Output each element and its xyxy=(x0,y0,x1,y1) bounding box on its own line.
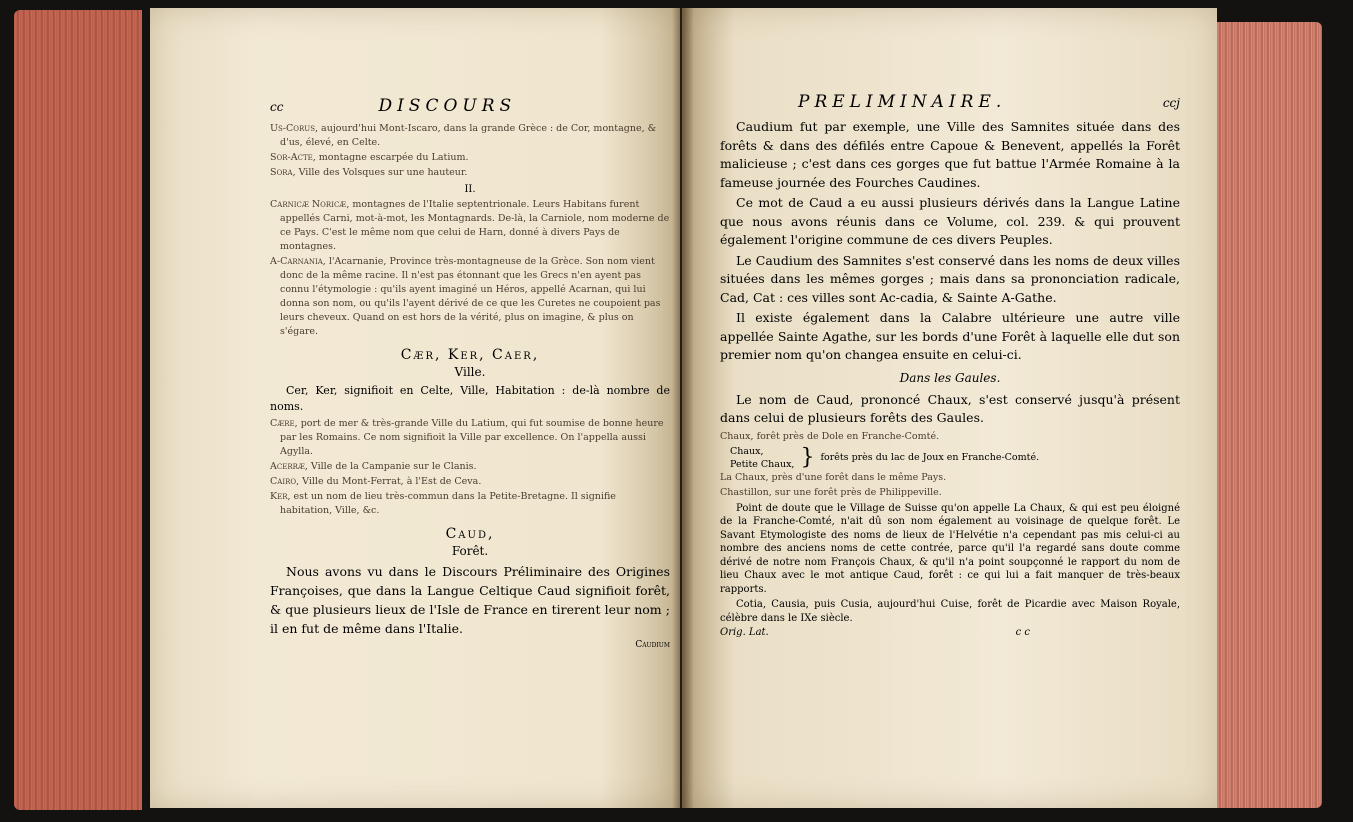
list-item: Us-Corus, aujourd'hui Mont-Iscaro, dans la grande Grèce : de Cor, montagne, & d'us, élevé, en Celte. xyxy=(270,123,657,148)
list-item: Sora, Ville des Volsques sur une hauteur. xyxy=(270,167,468,178)
paragraph-caudium: Caudium fut par exemple, une Ville des Samnites située dans des forêts & dans des défilés entre Capoue & Benevent, appellés la Forêt malicieuse ; c'est dans ces gorges que fut battue l'Armée Romaine à la fameuse journée des Fourches Caudines. xyxy=(720,119,1180,190)
list-item: Acerræ, Ville de la Campanie sur le Clanis. xyxy=(270,461,477,472)
right-running-head: PRELIMINAIRE. xyxy=(798,92,1007,112)
left-header xyxy=(270,96,670,116)
paragraph-caud-derives: Ce mot de Caud a eu aussi plusieurs dérivés dans la Langue Latine que nous avons réunis dans ce Volume, col. 239. & qui prouvent également l'origine commune de ces divers Peuples. xyxy=(720,195,1180,247)
list-item: Sor-Acte, montagne escarpée du Latium. xyxy=(270,152,469,163)
list-item: A-Carnania, l'Acarnanie, Province très-montagneuse de la Grèce. Son nom vient donc de la même racine. Il n'est pas étonnant que les Grecs n'en ayent pas connu l'étymologie : qu'ils ayent imaginé un Héros, appellé Acarnan, qui lui donna son nom, ou qu'ils l'ayent dérivé de ce que les Curetes ne coupoient pas leurs cheveux. Quand on est hors de la vérité, plus on imagine, & plus on s'égare. xyxy=(270,256,661,337)
entry-chastillon: Chastillon, sur une forêt près de Philippeville. xyxy=(720,486,942,498)
brace-name: Chaux, xyxy=(730,445,764,457)
subheading-gaules: Dans les Gaules. xyxy=(899,370,1001,385)
paragraph-cotia: Cotia, Causia, puis Cusia, aujourd'hui Cuise, forêt de Picardie avec Maison Royale, célèbre dans le IXe siècle. xyxy=(720,599,1180,624)
top-entry-list xyxy=(270,122,670,180)
right-page-edges xyxy=(1210,22,1322,808)
brace-icon: } xyxy=(800,444,815,470)
book-gutter xyxy=(672,8,694,808)
signature-line xyxy=(720,627,1180,638)
paragraph-calabre: Il existe également dans la Calabre ultérieure une autre ville appellée Sainte Agathe, sur les bords d'une Forêt à laquelle elle dut son premier nom qu'on changea ensuite en celui-ci. xyxy=(720,310,1180,362)
left-running-head: DISCOURS xyxy=(378,96,517,116)
list-item: Ker, est un nom de lieu très-commun dans la Petite-Bretagne. Il signifie habitation, Ville, &c. xyxy=(270,491,616,516)
list-item: Cairo, Ville du Mont-Ferrat, à l'Est de Ceva. xyxy=(270,476,482,487)
brace-group xyxy=(730,445,1180,471)
signature-mark: c c xyxy=(1015,627,1030,638)
right-page-text xyxy=(720,92,1180,638)
signature: Orig. Lat. xyxy=(720,627,769,638)
subheading-ville: Ville. xyxy=(454,365,486,379)
list-item: Carnicæ Noricæ, montagnes de l'Italie septentrionale. Leurs Habitans furent appellés Carni, mot-à-mot, les Montagnards. De-là, la Carniole, nom moderne de ce Pays. C'est le même nom que celui de Harn, donné à divers Pays de montagnes. xyxy=(270,199,670,252)
subheading-foret: Forêt. xyxy=(451,544,489,558)
mid-entry-list xyxy=(270,198,670,339)
left-page-text xyxy=(270,96,670,650)
list-item: Cære, port de mer & très-grande Ville du Latium, qui fut soumise de bonne heure par les Romains. Ce nom signifioit la Ville par excellence. On l'appella aussi Agylla. xyxy=(270,418,664,457)
left-folio: cc xyxy=(270,100,284,114)
left-page-edges xyxy=(14,10,142,810)
right-folio: ccj xyxy=(1162,96,1180,110)
heading-caer: Cær, Ker, Caer, xyxy=(400,347,540,363)
entry-chaux: Chaux, forêt près de Dole en Franche-Comté. xyxy=(720,430,940,442)
paragraph-chaux: Le nom de Caud, prononcé Chaux, s'est conservé jusqu'à présent dans celui de plusieurs forêts des Gaules. xyxy=(720,391,1180,425)
entry-la-chaux: La Chaux, près d'une forêt dans le même Pays. xyxy=(720,471,947,483)
ville-entry-list xyxy=(270,417,670,518)
paragraph-suisse: Point de doute que le Village de Suisse qu'on appelle La Chaux, & qui est peu éloigné de la Franche-Comté, n'ait dû son nom également au voisinage de quelque forêt. Le Savant Etymologiste des noms de lieux de l'Helvétie n'a cependant pas mis celui-ci au nombre des anciens noms de cette contrée, parce qu'il l'a regardé sans doute comme dérivé de notre nom François Chaux, & qu'il n'a point soupçonné le rapport du nom de lieu Chaux avec le mot antique Caud, forêt : ce qui lui a fait manquer de très-beaux rapports. xyxy=(720,502,1180,595)
paragraph-cer: Cer, Ker, signifioit en Celte, Ville, Habitation : de-là nombre de noms. xyxy=(270,384,670,413)
heading-caud: Caud, xyxy=(445,526,495,542)
section-number: II. xyxy=(464,184,476,195)
paragraph-caud: Nous avons vu dans le Discours Préliminaire des Origines Françoises, que dans la Langue Celtique Caud signifioit forêt, & que plusieurs lieux de l'Isle de France en tirerent leur nom ; il en fut de même dans l'Italie. xyxy=(270,564,670,636)
paragraph-samnites: Le Caudium des Samnites s'est conservé dans les noms de deux villes situées dans les mêmes gorges ; mais dans sa prononciation radicale, Cad, Cat : ces villes sont Ac-cadia, & Sainte A-Gathe. xyxy=(720,252,1180,305)
brace-text: forêts près du lac de Joux en Franche-Comté. xyxy=(820,452,1040,463)
brace-name: Petite Chaux, xyxy=(730,458,795,470)
catchword: Caudium xyxy=(635,640,670,650)
right-header xyxy=(720,92,1180,112)
